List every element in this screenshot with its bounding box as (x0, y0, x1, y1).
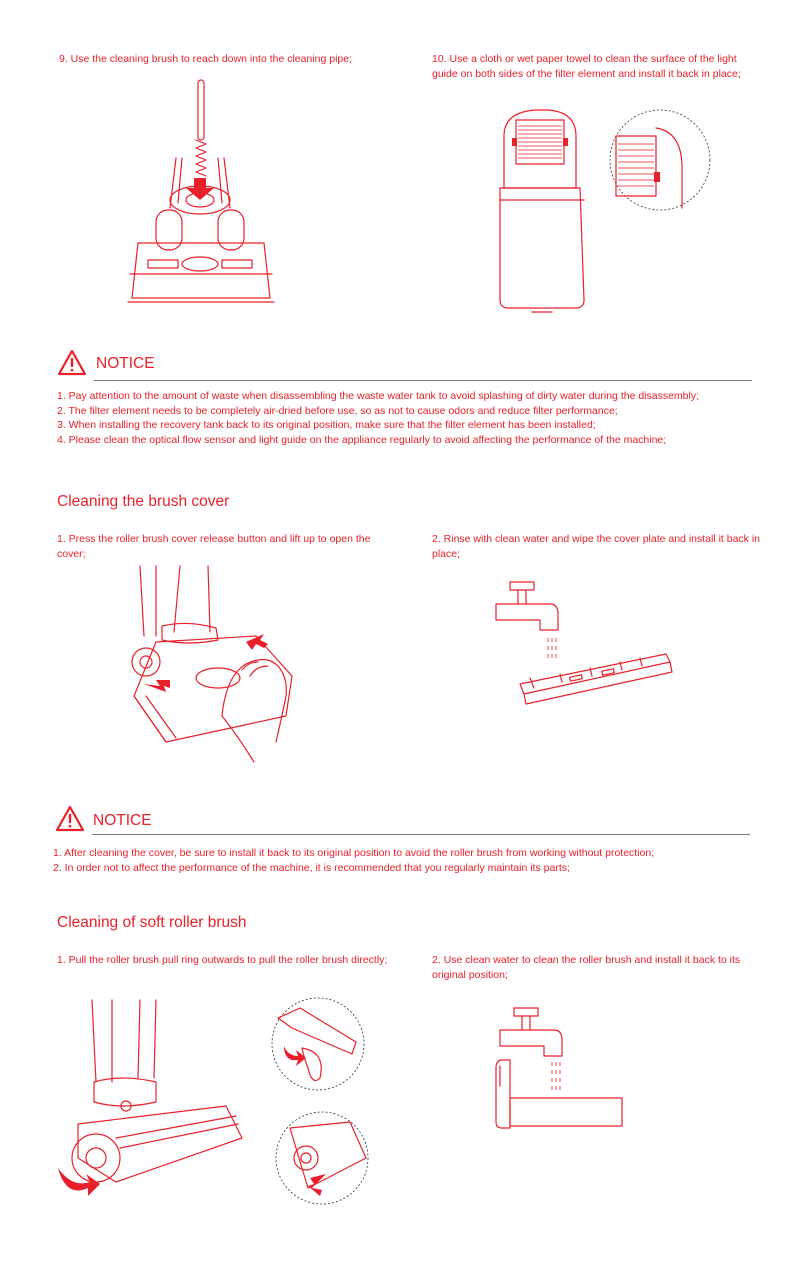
notice-list (53, 846, 654, 875)
warning-triangle-icon (55, 805, 85, 832)
step-9-caption: 9. Use the cleaning brush to reach down into the cleaning pipe; (59, 53, 353, 65)
notice-title: NOTICE (93, 812, 152, 829)
roller-step-1-caption: 1. Pull the roller brush pull ring outwards to pull the roller brush directly; (57, 954, 388, 966)
notice-item: 2. In order not to affect the performance of the machine, it is recommended that you regularly maintain its parts; (53, 861, 570, 874)
notice-item: 2. The filter element needs to be completely air-dried before use, so as not to cause odors and reduce filter performance; (57, 404, 618, 417)
notice-divider (94, 380, 752, 381)
notice-list (57, 389, 699, 447)
warning-triangle-icon (57, 349, 87, 376)
brush-cover-step-2-caption: 2. Rinse with clean water and wipe the cover plate and install it back in place; (432, 533, 761, 560)
cleaning-pipe-illustration (118, 78, 278, 310)
section-heading: Cleaning the brush cover (57, 493, 230, 510)
notice-item: 3. When installing the recovery tank back to its original position, make sure that the filter element has been installed; (57, 419, 596, 432)
rinse-roller-illustration (494, 1006, 634, 1130)
section-heading: Cleaning of soft roller brush (57, 914, 247, 931)
pull-roller-illustration (56, 998, 376, 1208)
rinse-cover-illustration (490, 580, 690, 720)
filter-tank-illustration (492, 108, 722, 318)
notice-item: 1. Pay attention to the amount of waste when disassembling the waste water tank to avoid splashing of dirty water during the disassembly; (57, 390, 700, 402)
step-10-caption: 10. Use a cloth or wet paper towel to clean the surface of the light guide on both sides of the filter element and install it back in place; (432, 53, 741, 80)
notice-divider (92, 834, 750, 835)
notice-title: NOTICE (96, 355, 155, 372)
brush-cover-step-1-caption: 1. Press the roller brush cover release button and lift up to open the cover; (57, 533, 371, 560)
cover-release-illustration (126, 566, 296, 766)
notice-item: 1. After cleaning the cover, be sure to install it back to its original position to avoid the roller brush from working without protection; (53, 847, 655, 859)
roller-step-2-caption: 2. Use clean water to clean the roller brush and install it back to its original position; (432, 954, 741, 981)
notice-item: 4. Please clean the optical flow sensor and light guide on the appliance regularly to avoid affecting the performance of the machine; (57, 433, 667, 446)
